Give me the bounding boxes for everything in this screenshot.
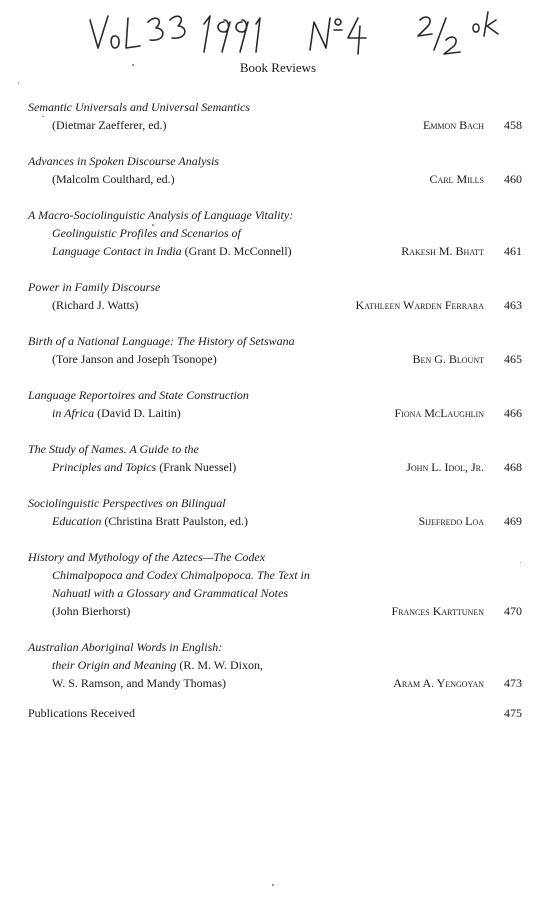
page-number: 470 — [504, 604, 522, 618]
book-title: Language Reportoires and State Construction — [28, 388, 249, 402]
scan-speck — [18, 82, 19, 84]
book-title: Education — [52, 514, 102, 528]
review-entry — [28, 98, 522, 134]
reviewer-name: Fiona McLaughlin — [394, 406, 484, 420]
review-line — [28, 242, 522, 260]
book-title: Chimalpopoca and Codex Chimalpopoca. The Text in — [52, 568, 310, 582]
review-entry — [28, 278, 522, 314]
scan-speck — [42, 116, 44, 117]
review-line — [28, 386, 522, 404]
review-line — [28, 350, 522, 368]
review-line — [28, 224, 522, 242]
book-author: (Tore Janson and Joseph Tsonope) — [52, 352, 217, 366]
scan-speck — [152, 224, 154, 226]
book-title: Birth of a National Language: The History of Setswana — [28, 334, 295, 348]
reviewer-name: Emmon Bach — [422, 118, 484, 132]
review-entry — [28, 386, 522, 422]
book-title: Nahuatl with a Glossary and Grammatical Notes — [52, 586, 289, 600]
review-line — [28, 116, 522, 134]
reviewer-name: John L. Idol, Jr. — [406, 460, 484, 474]
book-title: Geolinguistic Profiles and Scenarios of — [52, 226, 241, 240]
book-author: (Richard J. Watts) — [52, 298, 139, 312]
book-author: (Christina Bratt Paulston, ed.) — [101, 514, 248, 528]
book-author: (Frank Nuessel) — [156, 460, 237, 474]
book-author: (David D. Laitin) — [94, 406, 181, 420]
page-number: 468 — [504, 460, 522, 474]
reviewer-name: Sijefredo Loa — [418, 514, 484, 528]
review-entry — [28, 152, 522, 188]
review-entry — [28, 548, 522, 620]
publications-page: 475 — [504, 706, 522, 720]
book-title: A Macro-Sociolinguistic Analysis of Language Vitality: — [28, 208, 294, 222]
book-title: Australian Aboriginal Words in English: — [28, 640, 223, 654]
book-title: History and Mythology of the Aztecs—The Codex — [28, 550, 266, 564]
book-title: Language Contact in India — [52, 244, 182, 258]
book-title: Principles and Topics — [52, 460, 157, 474]
review-line — [28, 98, 522, 116]
scan-speck — [520, 562, 521, 563]
page-number: 466 — [504, 406, 522, 420]
book-author: (R. M. W. Dixon, — [176, 658, 264, 672]
review-line — [28, 674, 522, 692]
review-line — [28, 206, 522, 224]
scan-speck — [272, 884, 274, 886]
review-line — [28, 170, 522, 188]
book-title: Advances in Spoken Discourse Analysis — [28, 154, 220, 168]
review-line — [28, 638, 522, 656]
reviewer-name: Rakesh M. Bhatt — [401, 244, 484, 258]
review-line — [28, 152, 522, 170]
review-line — [28, 548, 522, 566]
page-number: 461 — [504, 244, 522, 258]
review-line — [28, 404, 522, 422]
review-entry — [28, 638, 522, 692]
review-line — [28, 296, 522, 314]
page-number: 463 — [504, 298, 522, 312]
page-number: 473 — [504, 676, 522, 690]
review-entry — [28, 332, 522, 368]
book-author: W. S. Ramson, and Mandy Thomas) — [52, 676, 226, 690]
book-author: (Grant D. McConnell) — [181, 244, 292, 258]
reviewer-name: Aram A. Yengoyan — [393, 676, 484, 690]
review-entry — [28, 206, 522, 260]
book-author: (John Bierhorst) — [52, 604, 131, 618]
review-line — [28, 278, 522, 296]
review-line — [28, 458, 522, 476]
review-line — [28, 332, 522, 350]
book-title: their Origin and Meaning — [52, 658, 177, 672]
review-line — [28, 512, 522, 530]
page-number: 458 — [504, 118, 522, 132]
page-number: 469 — [504, 514, 522, 528]
book-author: (Dietmar Zaefferer, ed.) — [52, 118, 167, 132]
review-line — [28, 602, 522, 620]
publications-label: Publications Received — [28, 706, 135, 720]
review-line — [28, 566, 522, 584]
page-number: 465 — [504, 352, 522, 366]
book-title: in Africa — [52, 406, 95, 420]
book-author: (Malcolm Coulthard, ed.) — [52, 172, 175, 186]
handwritten-annotation — [84, 6, 524, 58]
handwritten-annotation-strokes — [84, 6, 524, 58]
review-line — [28, 494, 522, 512]
book-title: The Study of Names. A Guide to the — [28, 442, 199, 456]
reviewer-name: Carl Mills — [429, 172, 484, 186]
review-entry — [28, 494, 522, 530]
scan-speck — [132, 64, 134, 66]
review-entry — [28, 440, 522, 476]
section-title: Book Reviews — [239, 60, 317, 75]
reviewer-name: Ben G. Blount — [412, 352, 484, 366]
review-line — [28, 440, 522, 458]
book-title: Power in Family Discourse — [28, 280, 161, 294]
review-line — [28, 584, 522, 602]
reviewer-name: Frances Karttunen — [391, 604, 484, 618]
book-title: Semantic Universals and Universal Semantics — [28, 100, 250, 114]
reviewer-name: Kathleen Warden Ferrara — [355, 298, 484, 312]
book-title: Sociolinguistic Perspectives on Bilingual — [28, 496, 226, 510]
review-line — [28, 656, 522, 674]
publications-received — [28, 704, 522, 722]
page-number: 460 — [504, 172, 522, 186]
